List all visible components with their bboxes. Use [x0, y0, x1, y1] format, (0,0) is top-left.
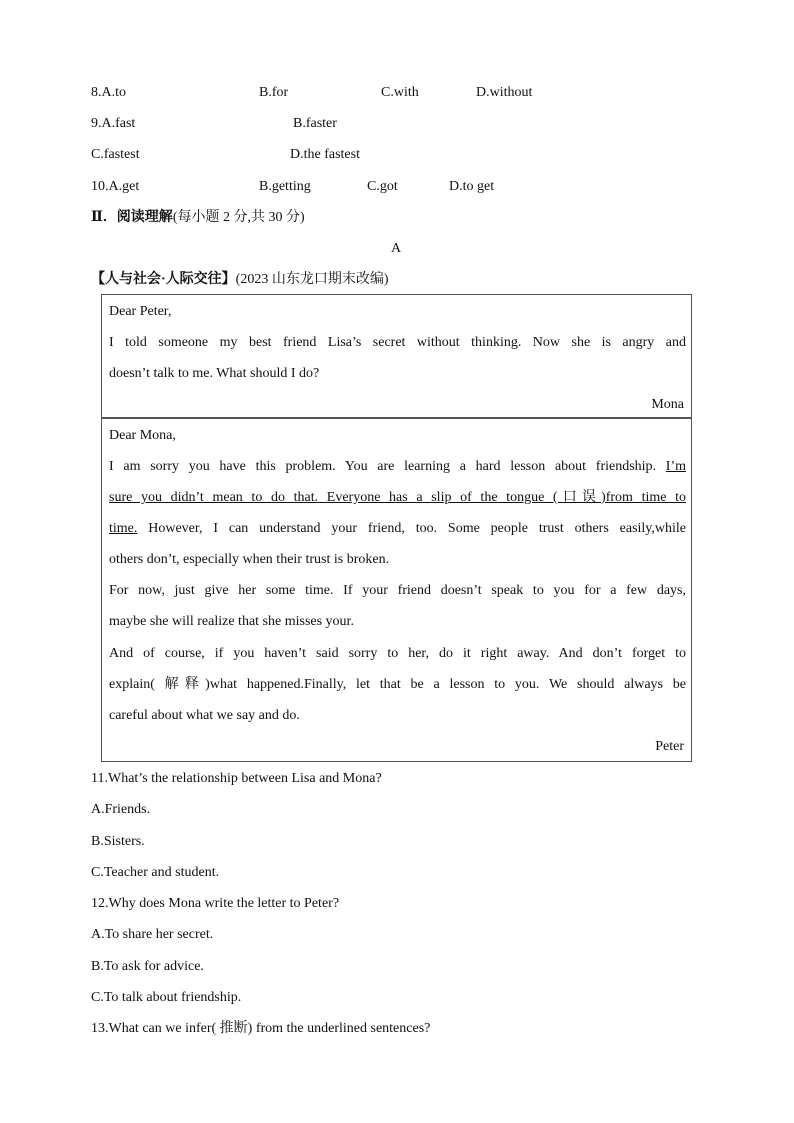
topic-source: (2023 山东龙口期末改编) — [235, 272, 389, 287]
letter1-line2: doesn’t talk to me. What should I do? — [109, 366, 320, 381]
q9-option-b: B.faster — [293, 116, 337, 131]
section-heading — [91, 209, 305, 227]
letter2-p1-line1 — [109, 458, 686, 476]
letter1-line1: I told someone my best friend Lisa’s secret without thinking. Now she is angry and — [109, 335, 686, 350]
underlined-sentence-end: time. — [109, 521, 138, 536]
section-title: Ⅱ．阅读理解 — [91, 210, 173, 225]
q12-option-a: A.To share her secret. — [91, 927, 214, 942]
letter2-p1-line1-text: I am sorry you have this problem. You are learning a hard lesson about friendship. — [109, 459, 657, 474]
q11-option-a: A.Friends. — [91, 802, 151, 817]
letter-from-mona — [101, 294, 692, 418]
q10-option-b: B.getting — [259, 179, 311, 194]
letter2-p1-line4: others don’t, especially when their trust is broken. — [109, 552, 390, 567]
q11-stem: 11.What’s the relationship between Lisa and Mona? — [91, 771, 382, 786]
q10-option-c: C.got — [367, 179, 398, 194]
q11-option-c: C.Teacher and student. — [91, 865, 220, 880]
underlined-sentence-middle: sure you didn’t mean to do that. Everyone has a slip of the tongue (口误)from time to — [109, 490, 686, 505]
letter2-p3-line1: And of course, if you haven’t said sorry to her, do it right away. And don’t forget to — [109, 646, 686, 661]
q11-option-b: B.Sisters. — [91, 834, 145, 849]
letter2-greeting: Dear Mona, — [109, 428, 176, 443]
q8-option-b: B.for — [259, 85, 289, 100]
letter1-signature: Mona — [651, 397, 684, 412]
q9-option-d: D.the fastest — [290, 147, 360, 162]
q10-option-d: D.to get — [449, 179, 495, 194]
section-note: (每小题 2 分,共 30 分) — [172, 210, 305, 225]
q10-option-a: 10.A.get — [91, 179, 140, 194]
q12-stem: 12.Why does Mona write the letter to Peter? — [91, 896, 340, 911]
letter2-signature: Peter — [655, 739, 684, 754]
letter-from-peter — [101, 418, 692, 762]
passage-label: A — [391, 241, 402, 256]
topic-line — [91, 271, 389, 289]
q8-option-d: D.without — [476, 85, 533, 100]
letter2-p3-line2: explain( 解释)what happened.Finally, let that be a lesson to you. We should always be — [109, 677, 686, 692]
letter2-p2-line1: For now, just give her some time. If your friend doesn’t speak to you for a few days, — [109, 583, 686, 598]
q9-option-a: 9.A.fast — [91, 116, 136, 131]
letter2-p3-line3: careful about what we say and do. — [109, 708, 300, 723]
q12-option-c: C.To talk about friendship. — [91, 990, 242, 1005]
underlined-sentence-start: I’m — [665, 459, 687, 474]
letter2-p1-line3 — [109, 520, 686, 538]
q8-option-a: 8.A.to — [91, 85, 126, 100]
letter1-greeting: Dear Peter, — [109, 304, 172, 319]
q9-option-c: C.fastest — [91, 147, 140, 162]
q12-option-b: B.To ask for advice. — [91, 959, 204, 974]
letter2-p2-line2: maybe she will realize that she misses your. — [109, 614, 354, 629]
q13-stem: 13.What can we infer( 推断) from the underlined sentences? — [91, 1021, 431, 1036]
q8-option-c: C.with — [381, 85, 419, 100]
topic-tag: 【人与社会·人际交往】 — [91, 272, 236, 287]
letter2-p1-line3-text: However, I can understand your friend, too. Some people trust others easily,while — [137, 521, 686, 536]
